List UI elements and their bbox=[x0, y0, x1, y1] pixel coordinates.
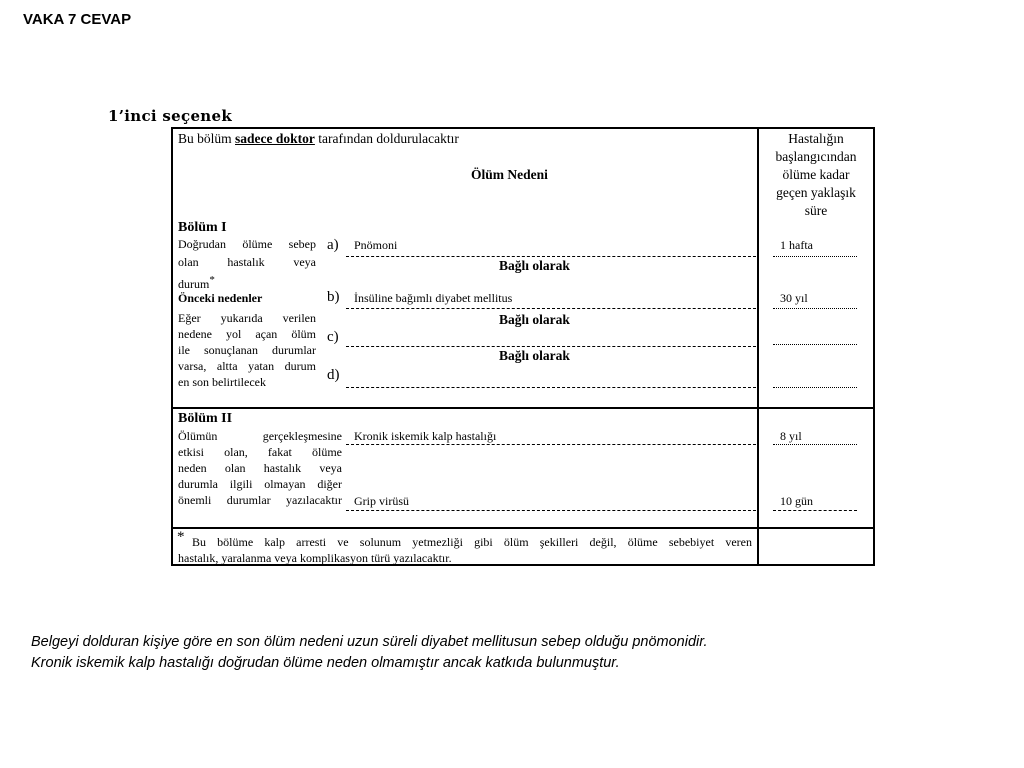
caption bbox=[31, 632, 708, 674]
form-border-top bbox=[171, 127, 875, 129]
caption-line: Belgeyi dolduran kişiye göre en son ölüm nedeni uzun süreli diyabet mellitusun sebep olduğu pnömonidir. bbox=[31, 634, 708, 650]
row-letter-a: a) bbox=[327, 237, 339, 253]
header-suffix: tarafından doldurulacaktır bbox=[318, 131, 459, 146]
duration-line-b bbox=[773, 308, 857, 309]
other-condition-1: Kronik iskemik kalp hastalığı bbox=[354, 429, 497, 443]
part2-line: etkisi olan, fakat ölüme bbox=[178, 445, 342, 459]
duration-header-line: başlangıcından bbox=[775, 149, 857, 164]
death-certificate-form bbox=[171, 127, 875, 566]
row-letter-c: c) bbox=[327, 329, 339, 345]
part2-line: önemli durumlar yazılacaktır bbox=[178, 493, 342, 507]
direct-cause-line: durum* bbox=[178, 274, 215, 291]
other-condition-2: Grip virüsü bbox=[354, 494, 409, 508]
previous-causes-line: en son belirtilecek bbox=[178, 375, 266, 389]
direct-cause-line: Doğrudan ölüme sebep bbox=[178, 237, 316, 251]
form-border-left bbox=[171, 127, 173, 566]
duration-header-line: geçen yaklaşık bbox=[776, 185, 856, 200]
header-emphasis: sadece doktor bbox=[235, 131, 315, 146]
duration-b: 30 yıl bbox=[780, 291, 808, 305]
duration-line-c bbox=[773, 344, 857, 345]
footnote-divider bbox=[171, 527, 875, 529]
part2-line: durumla ilgili olmayan diğer bbox=[178, 477, 342, 491]
entry-line-a bbox=[346, 256, 756, 257]
cause-of-death-title: Ölüm Nedeni bbox=[471, 167, 548, 182]
asterisk-mark: * bbox=[209, 274, 215, 286]
connector-label: Bağlı olarak bbox=[499, 258, 570, 273]
duration-header bbox=[759, 130, 873, 220]
part2-line: Ölümün gerçekleşmesine bbox=[178, 429, 342, 443]
duration-header-line: Hastalığın bbox=[788, 131, 844, 146]
connector-label: Bağlı olarak bbox=[499, 348, 570, 363]
part2-line: neden olan hastalık veya bbox=[178, 461, 342, 475]
other-entry-line-2 bbox=[346, 510, 756, 511]
previous-causes-line: ile sonuçlanan durumlar bbox=[178, 343, 316, 357]
part1-title: Bölüm I bbox=[178, 220, 227, 235]
previous-causes-line: nedene yol açan ölüm bbox=[178, 327, 316, 341]
previous-causes-title: Önceki nedenler bbox=[178, 291, 263, 305]
slide-title: VAKA 7 CEVAP bbox=[23, 11, 132, 28]
footnote-mark: * bbox=[177, 529, 185, 545]
cause-a-value: Pnömoni bbox=[354, 238, 398, 252]
row-letter-b: b) bbox=[327, 289, 340, 305]
form-header bbox=[178, 131, 459, 146]
duration-header-line: süre bbox=[804, 203, 828, 218]
other-duration-line-1 bbox=[773, 444, 857, 445]
entry-line-b bbox=[346, 308, 756, 309]
other-duration-1: 8 yıl bbox=[780, 429, 802, 443]
header-prefix: Bu bölüm bbox=[178, 131, 232, 146]
row-letter-d: d) bbox=[327, 367, 340, 383]
previous-causes-line: varsa, altta yatan durum bbox=[178, 359, 316, 373]
footnote-line: hastalık, yaralanma veya komplikasyon türü yazılacaktır. bbox=[178, 551, 452, 565]
option-title: 1’inci seçenek bbox=[108, 107, 233, 125]
other-duration-line-2 bbox=[773, 510, 857, 511]
direct-cause-line: olan hastalık veya bbox=[178, 255, 316, 269]
entry-line-d bbox=[346, 387, 756, 388]
duration-line-a bbox=[773, 256, 857, 257]
part-divider bbox=[171, 407, 875, 409]
entry-line-c bbox=[346, 346, 756, 347]
other-entry-line-1 bbox=[346, 444, 756, 445]
caption-line: Kronik iskemik kalp hastalığı doğrudan ölüme neden olmamıştır ancak katkıda bulunmuştur. bbox=[31, 655, 620, 671]
cause-b-value: İnsüline bağımlı diyabet mellitus bbox=[354, 291, 513, 305]
duration-line-d bbox=[773, 387, 857, 388]
part2-title: Bölüm II bbox=[178, 411, 233, 426]
previous-causes-line: Eğer yukarıda verilen bbox=[178, 311, 316, 325]
duration-header-line: ölüme kadar bbox=[782, 167, 850, 182]
other-duration-2: 10 gün bbox=[780, 494, 813, 508]
connector-label: Bağlı olarak bbox=[499, 312, 570, 327]
footnote-line: Bu bölüme kalp arresti ve solunum yetmezliği gibi ölüm şekilleri değil, ölüme sebebiyet veren bbox=[192, 535, 752, 549]
duration-a: 1 hafta bbox=[780, 238, 813, 252]
form-border-right bbox=[873, 127, 875, 566]
